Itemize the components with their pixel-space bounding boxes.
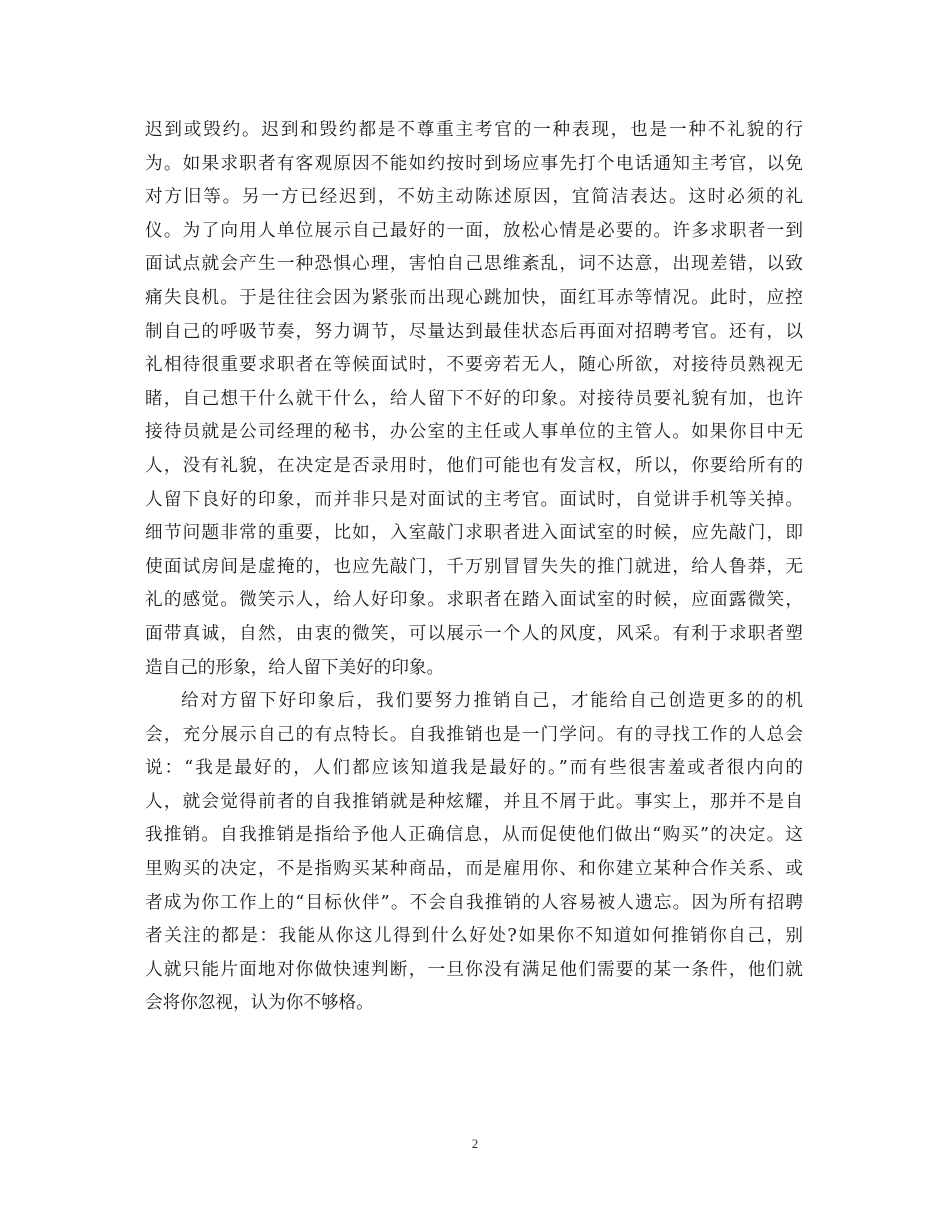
text-line: 接待员就是公司经理的秘书，办公室的主任或人事单位的主管人。如果你目中无: [145, 422, 803, 443]
text-line: 我推销。自我推销是指给予他人正确信息，从而促使他们做出“购买”的决定。这: [145, 825, 803, 846]
text-line: 痛失良机。于是往往会因为紧张而出现心跳加快，面红耳赤等情况。此时，应控: [145, 287, 803, 308]
text-line: 迟到或毁约。迟到和毁约都是不尊重主考官的一种表现，也是一种不礼貌的行: [145, 120, 803, 140]
page-number: 2: [471, 1136, 479, 1151]
text-line: 给对方留下好印象后，我们要努力推销自己，才能给自己创造更多的的机: [181, 691, 803, 712]
text-line: 人就只能片面地对你做快速判断，一旦你没有满足他们需要的某一条件，他们就: [145, 959, 803, 980]
text-line: 睹，自己想干什么就干什么，给人留下不好的印象。对接待员要礼貌有加，也许: [145, 388, 803, 409]
text-line: 面试点就会产生一种恐惧心理，害怕自己思维紊乱，词不达意，出现差错，以致: [145, 254, 803, 275]
paragraph: [145, 685, 803, 1021]
text-line: 礼的感觉。微笑示人，给人好印象。求职者在踏入面试室的时候，应面露微笑，: [145, 590, 803, 611]
text-line: 者成为你工作上的“目标伙伴”。不会自我推销的人容易被人遗忘。因为所有招聘: [145, 892, 803, 913]
text-line: 说：“我是最好的，人们都应该知道我是最好的。”而有些很害羞或者很内向的: [145, 758, 803, 779]
text-line: 人，没有礼貌，在决定是否录用时，他们可能也有发言权，所以，你要给所有的: [145, 455, 803, 476]
text-line: 面带真诚，自然，由衷的微笑，可以展示一个人的风度，风采。有利于求职者塑: [145, 623, 803, 644]
text-line: 制自己的呼吸节奏，努力调节，尽量达到最佳状态后再面对招聘考官。还有，以: [145, 321, 803, 342]
text-line: 里购买的决定，不是指购买某种商品，而是雇用你、和你建立某种合作关系、或: [145, 859, 803, 880]
text-line: 礼相待很重要求职者在等候面试时，不要旁若无人，随心所欲，对接待员熟视无: [145, 355, 803, 376]
text-line: 为。如果求职者有客观原因不能如约按时到场应事先打个电话通知主考官，以免: [145, 153, 803, 174]
text-line: 会将你忽视，认为你不够格。: [145, 993, 374, 1014]
text-line: 使面试房间是虚掩的，也应先敲门，千万别冒冒失失的推门就进，给人鲁莽，无: [145, 556, 803, 577]
paragraph: [145, 114, 803, 685]
text-line: 对方旧等。另一方已经迟到，不妨主动陈述原因，宜简洁表达。这时必须的礼: [145, 187, 803, 208]
text-line: 人，就会觉得前者的自我推销就是种炫耀，并且不屑于此。事实上，那并不是自: [145, 791, 803, 812]
text-line: 会，充分展示自己的有点特长。自我推销也是一门学问。有的寻找工作的人总会: [145, 724, 803, 745]
text-line: 人留下良好的印象，而并非只是对面试的主考官。面试时，自觉讲手机等关掉。: [145, 489, 803, 510]
text-line: 仪。为了向用人单位展示自己最好的一面，放松心情是必要的。许多求职者一到: [145, 220, 803, 241]
text-line: 细节问题非常的重要，比如，入室敲门求职者进入面试室的时候，应先敲门，即: [145, 523, 803, 544]
text-line: 者关注的都是：我能从你这儿得到什么好处?如果你不知道如何推销你自己，别: [145, 926, 803, 947]
document-body: [145, 114, 803, 1021]
text-line: 造自己的形象，给人留下美好的印象。: [145, 657, 445, 678]
